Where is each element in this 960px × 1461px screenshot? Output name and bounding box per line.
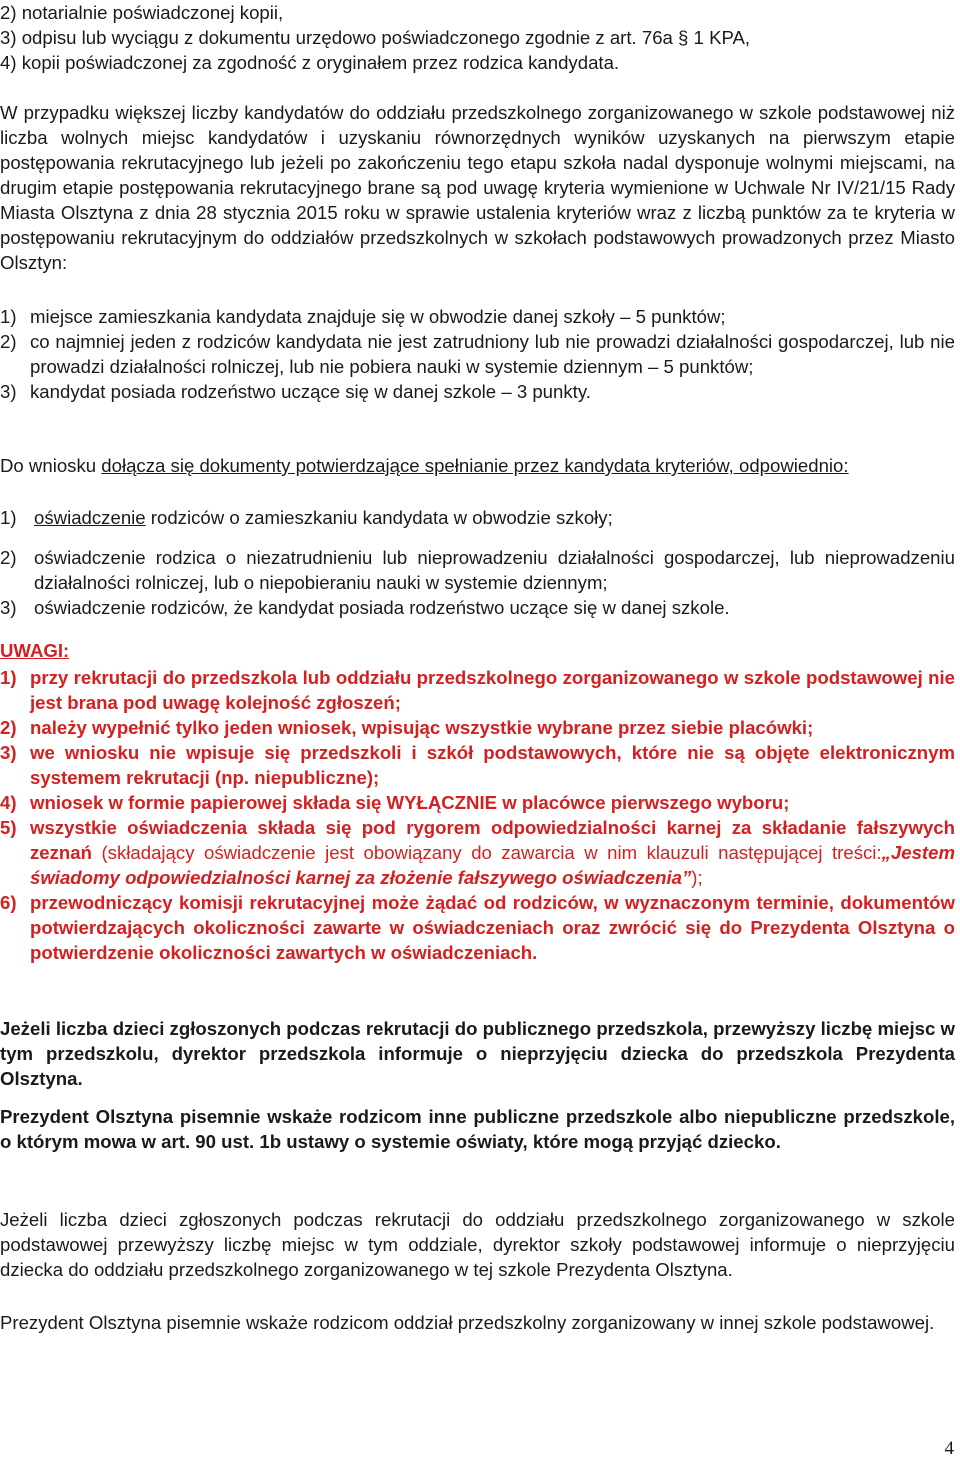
uwagi-item: 2) należy wypełnić tylko jeden wniosek, wpisując wszystkie wybrane przez siebie placówki; — [0, 717, 814, 738]
documents-intro: Do wniosku dołącza się dokumenty potwierdzające spełnianie przez kandydata kryteriów, odpowiednio: — [0, 455, 849, 476]
paragraph-4: Prezydent Olsztyna pisemnie wskaże rodzicom oddział przedszkolny zorganizowany w innej szkole podstawowej. — [0, 1312, 935, 1333]
clause-quote: „Jestem świadomy odpowiedzialności karnej za złożenie fałszywego oświadczenia” — [30, 842, 955, 888]
intro-line: 3) odpisu lub wyciągu z dokumentu urzędowo poświadczonego zgodnie z art. 76a § 1 KPA, — [0, 27, 751, 48]
bold-paragraph-1: Jeżeli liczba dzieci zgłoszonych podczas rekrutacji do publicznego przedszkola, przewyższy liczbę miejsc w tym przedszkolu, dyrektor przedszkola informuje o nieprzyjęciu dziecka do przedszkola Prezydenta Olsztyna. — [0, 1018, 955, 1089]
intro-line: 4) kopii poświadczonej za zgodność z oryginałem przez rodzica kandydata. — [0, 52, 620, 73]
document-item: 3) oświadczenie rodziców, że kandydat posiada rodzeństwo uczące się w danej szkole. — [0, 597, 730, 618]
uwagi-item: 5) wszystkie oświadczenia składa się pod rygorem odpowiedzialności karnej za składanie fałszywych zeznań (składający oświadczenie jest obowiązany do zawarcia w nim klauzuli następującej treści:„Jestem świadomy odpowiedzialności karnej za złożenie fałszywego oświadczenia”); — [0, 817, 955, 888]
uwagi-heading: UWAGI: — [0, 640, 70, 661]
intro-list — [0, 0, 955, 75]
paragraph-3: Jeżeli liczba dzieci zgłoszonych podczas rekrutacji do oddziału przedszkolnego zorganizowanego w szkole podstawowej przewyższy liczbę miejsc w tym oddziale, dyrektor szkoły podstawowej informuje o nieprzyjęciu dziecka do oddziału przedszkolnego zorganizowanego w tej szkole Prezydenta Olsztyna. — [0, 1209, 955, 1280]
document-item: 1) oświadczenie rodziców o zamieszkaniu kandydata w obwodzie szkoły; — [0, 507, 613, 528]
intro-line: 2) notarialnie poświadczonej kopii, — [0, 2, 284, 23]
uwagi-list — [0, 665, 955, 965]
page-number: 4 — [944, 1438, 954, 1459]
uwagi-item: 1) przy rekrutacji do przedszkola lub oddziału przedszkolnego zorganizowanego w szkole podstawowej nie jest brana pod uwagę kolejność zgłoszeń; — [0, 667, 955, 713]
uwagi-item: 6) przewodniczący komisji rekrutacyjnej może żądać od rodziców, w wyznaczonym terminie, dokumentów potwierdzających okoliczności zawarte w oświadczeniach oraz zwrócić się do Prezydenta Olsztyna o potwierdzenie okoliczności zawartych w oświadczeniach. — [0, 892, 955, 963]
bold-paragraph-2: Prezydent Olsztyna pisemnie wskaże rodzicom inne publiczne przedszkole albo niepubliczne przedszkole, o którym mowa w art. 90 ust. 1b ustawy o systemie oświaty, które mogą przyjąć dziecko. — [0, 1106, 955, 1152]
documents-list — [0, 505, 955, 620]
criteria-list — [0, 304, 955, 404]
criteria-item: 2) co najmniej jeden z rodziców kandydata nie jest zatrudniony lub nie prowadzi działalności gospodarczej, lub nie prowadzi działalności rolniczej, lub nie pobiera nauki w systemie dziennym – 5 punktów; — [0, 331, 955, 377]
criteria-item: 1) miejsce zamieszkania kandydata znajduje się w obwodzie danej szkoły – 5 punktów; — [0, 306, 726, 327]
uwagi-item: 3) we wniosku nie wpisuje się przedszkoli i szkół podstawowych, które nie są objęte elektronicznym systemem rekrutacji (np. niepubliczne); — [0, 742, 955, 788]
document-item: 2) oświadczenie rodzica o niezatrudnieniu lub nieprowadzeniu działalności gospodarczej, lub nieprowadzeniu działalności rolniczej, lub o niepobieraniu nauki w systemie dziennym; — [0, 547, 955, 593]
criteria-paragraph: W przypadku większej liczby kandydatów do oddziału przedszkolnego zorganizowanego w szkole podstawowej niż liczba wolnych miejsc kandydatów i uzyskaniu równorzędnych wyników uzyskanych na pierwszym etapie postępowania rekrutacyjnego lub jeżeli po zakończeniu tego etapu szkoła nadal dysponuje wolnymi miejscami, na drugim etapie postępowania rekrutacyjnego brane są pod uwagę kryteria wymienione w Uchwale Nr IV/21/15 Rady Miasta Olsztyna z dnia 28 stycznia 2015 roku w sprawie ustalenia kryteriów wraz z liczbą punktów za te kryteria w postępowaniu rekrutacyjnym do oddziałów przedszkolnych w szkołach podstawowych prowadzonych przez Miasto Olsztyn: — [0, 102, 955, 273]
uwagi-item: 4) wniosek w formie papierowej składa się WYŁĄCZNIE w placówce pierwszego wyboru; — [0, 792, 790, 813]
criteria-item: 3) kandydat posiada rodzeństwo uczące się w danej szkole – 3 punkty. — [0, 381, 591, 402]
